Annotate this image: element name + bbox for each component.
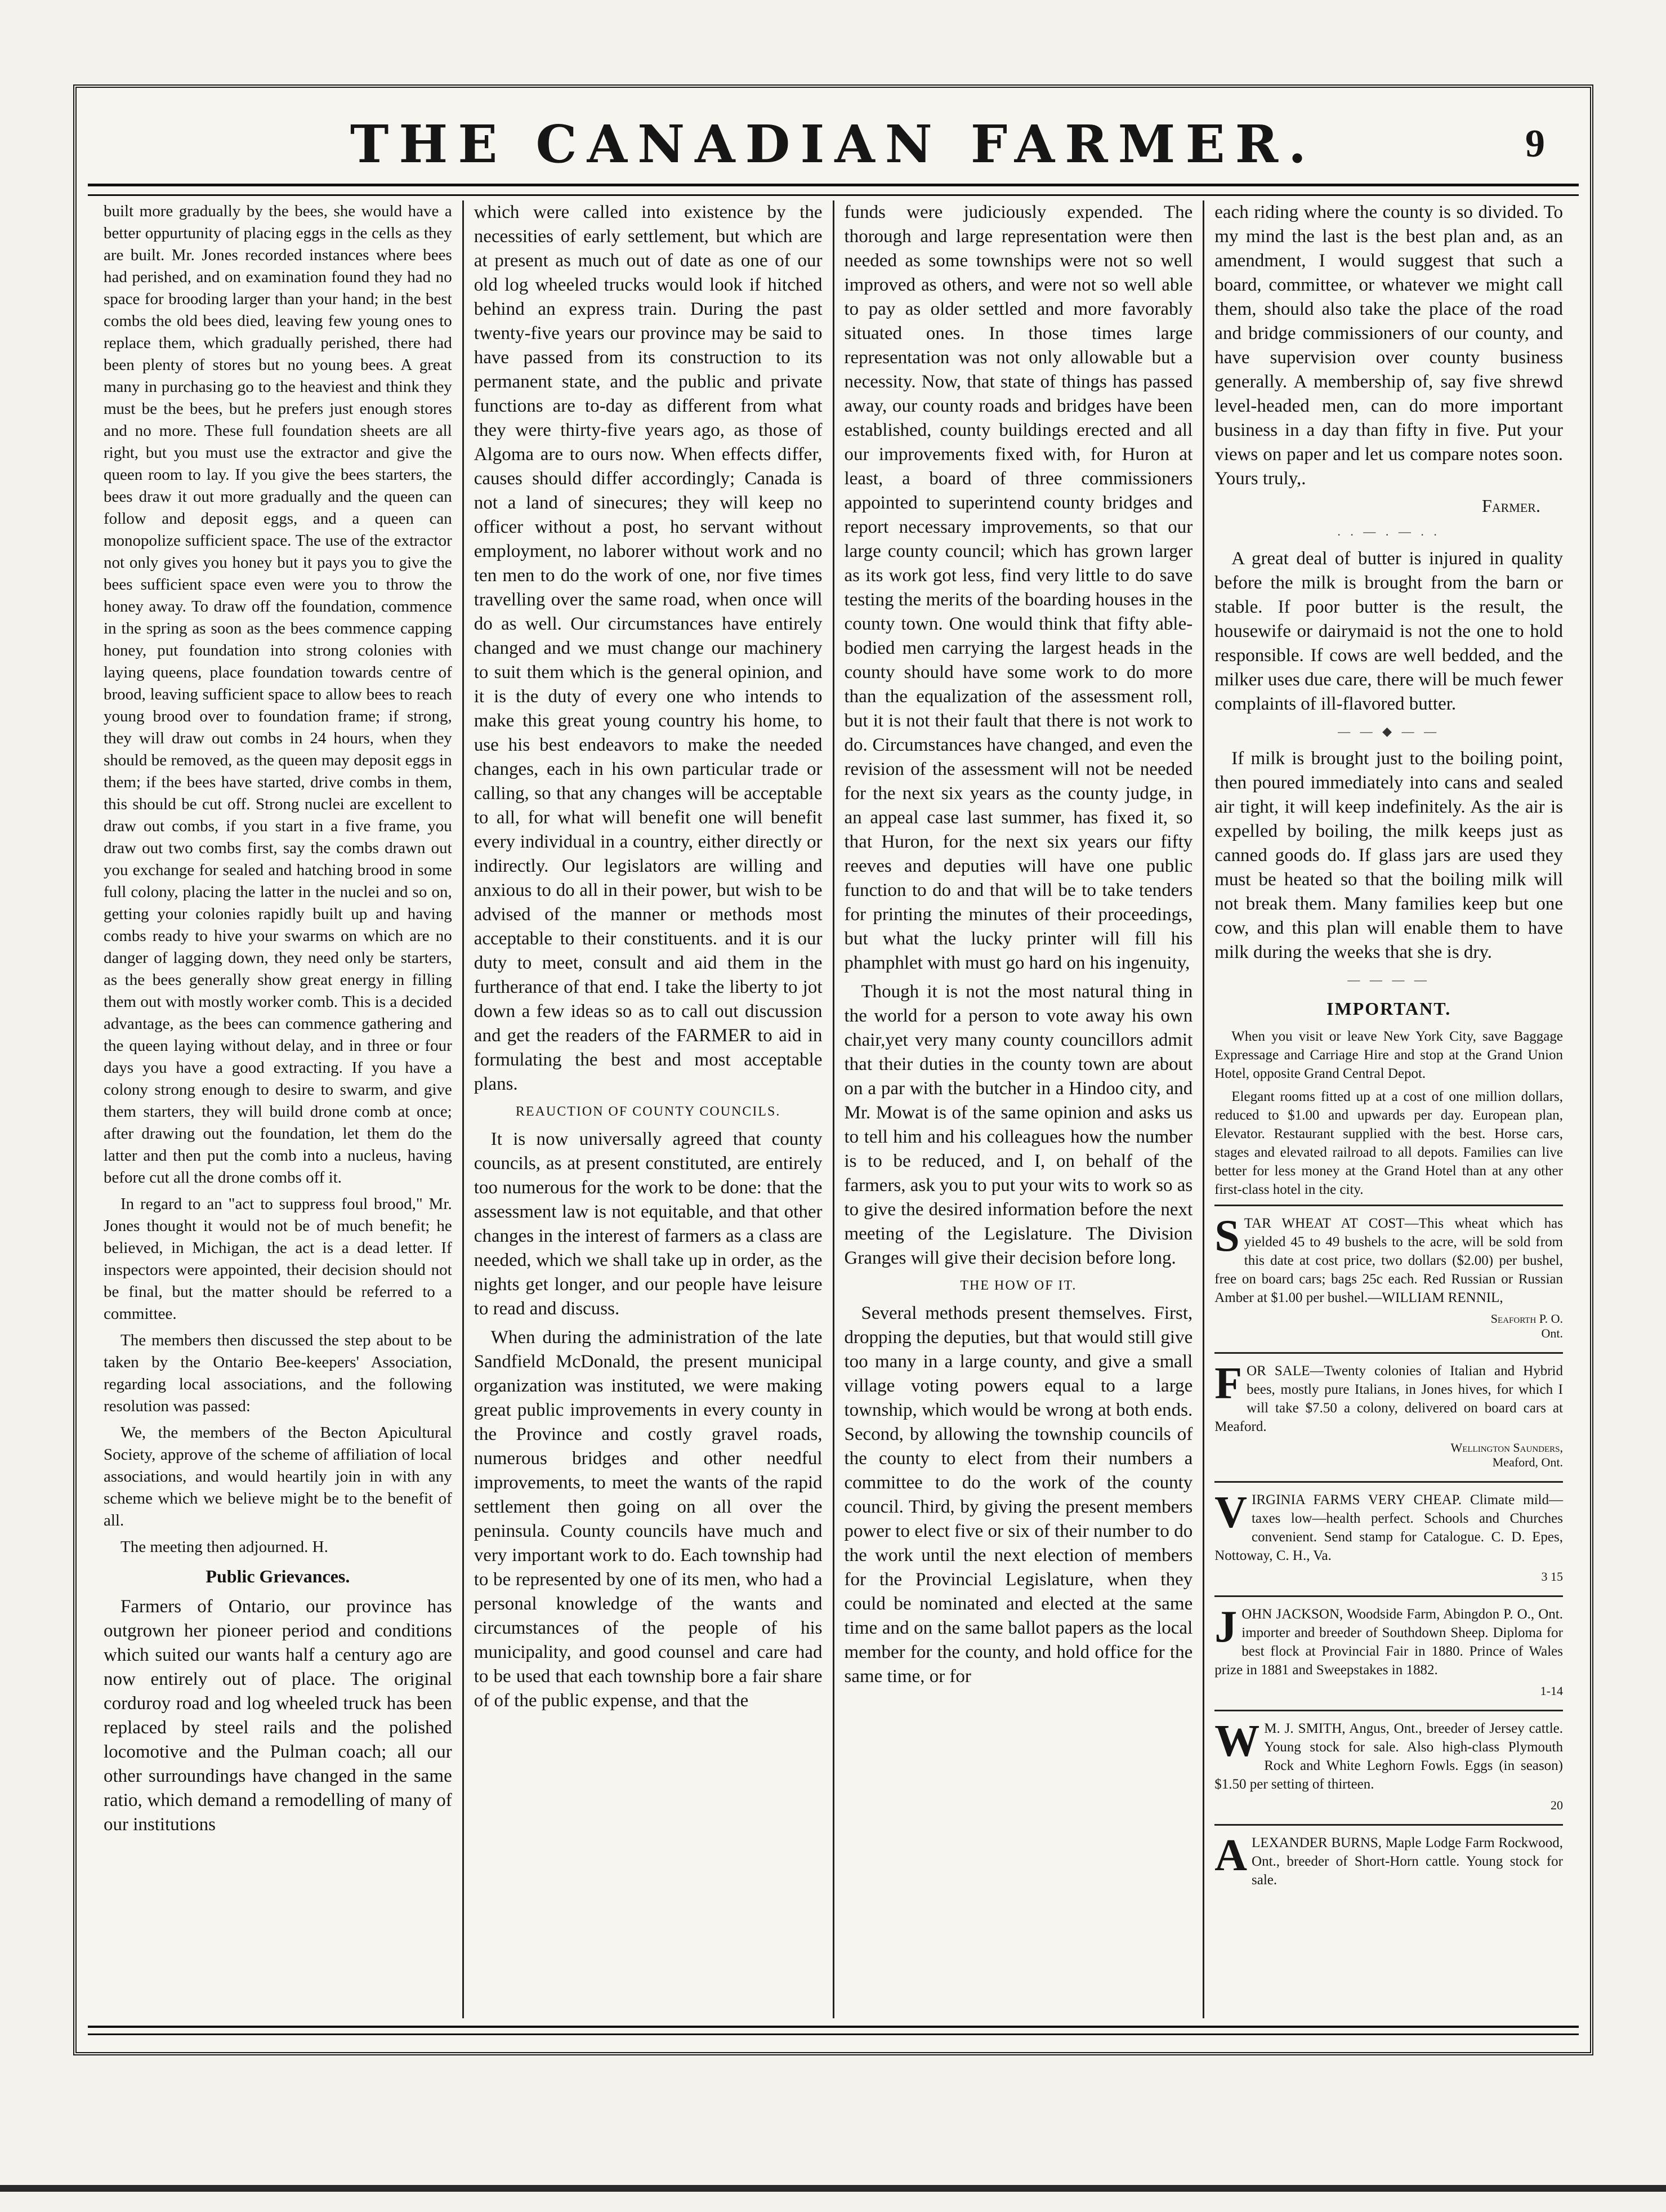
column-2 xyxy=(464,200,834,2018)
classified-ad xyxy=(1214,1710,1563,1818)
paragraph: We, the members of the Becton Apicultural Society, approve of the scheme of affiliation of local associations, and would heartily join in with any scheme which we believe might be to the benefit of all. xyxy=(104,1424,452,1529)
classified-ad xyxy=(1214,1595,1563,1704)
ad-paragraph: When you visit or leave New York City, save Baggage Expressage and Carriage Hire and stop at the Grand Union Hotel, opposite Grand Central Depot. xyxy=(1214,1029,1563,1081)
section-heading: Public Grievances. xyxy=(206,1566,350,1586)
ad-signature: 20 xyxy=(1551,1798,1563,1812)
ad-location: Meaford, Ont. xyxy=(1492,1455,1563,1469)
subheading: REAUCTION OF COUNTY COUNCILS. xyxy=(515,1104,781,1119)
paragraph: It is now universally agreed that county councils, as at present constituted, are entirely too numerous for the work to be done: that the assessment law is not equitable, and that other changes in the interest of farmers as a class are needed, which we shall take up in order, as the nights get longer, and our people have leisure to read and discuss. xyxy=(474,1129,823,1319)
signature: Farmer. xyxy=(1481,496,1540,516)
ad-text: IRGINIA FARMS VERY CHEAP. Climate mild—taxes low—health perfect. Schools and Churches convenient. Send stamp for Catalogue. C. D. Epes, Nottoway, C. H., Va. xyxy=(1214,1492,1563,1563)
ad-signature: Seaforth P. O. xyxy=(1490,1312,1563,1326)
ad-signature: 1-14 xyxy=(1540,1684,1563,1698)
header-rule xyxy=(88,184,1579,196)
ad-text: TAR WHEAT AT COST—This wheat which has yielded 45 to 49 bushels to the acre, will be sold from this date at cost price, two dollars ($2.00) per bushel, free on board cars; bags 25c each. Red Russian or Russian Amber at $1.00 per bushel.—WILLIAM RENNIL, xyxy=(1214,1216,1563,1305)
paragraph: Though it is not the most natural thing in the world for a person to vote away his own chair,yet very many county councillors admit that their duties in the county town are about on a par with the butcher in a Hindoo city, and Mr. Mowat is of the same opinion and asks us to tell him and his colleagues how the number is to be reduced, and I, on behalf of the farmers, ask you to put your wits to work so as to give the desired information before the next meeting of the Legislature. The Division Granges will give their decision before long. xyxy=(844,982,1193,1268)
important-title: IMPORTANT. xyxy=(1326,998,1451,1019)
paragraph: built more gradually by the bees, she would have a better oppurtunity of placing eggs in the cells as they are built. Mr. Jones recorded instances where bees had perished, and on examination found they had no space for brooding larger than your hand; in the best combs the old bees died, leaving few young ones to replace them, which gradually perished, there had been plenty of stores but no young bees. A great many in purchasing go to the heaviest and think they must be the bees, but he prefers just enough stores and no more. These full foundation sheets are all right, but you must use the extractor and give the queen room to lay. If you give the bees starters, the bees draw it out more gradually and the queen can follow and deposit eggs, and a queen can monopolize sufficient space. The use of the extractor not only gives you honey but it pays you to give the bees sufficient space even were you to throw the honey away. To draw off the foundation, commence in the spring as soon as the bees commence capping honey, put foundation into strong colonies with laying queens, place foundation towards centre of brood, leaving sufficient space to allow bees to reach young brood over to foundation frame; if strong, they will draw out combs in 24 hours, when they should be removed, as the queen may deposit eggs in them; if the bees have started, drive combs in them, this should be cut off. Strong nuclei are excellent to draw out combs, if you start in a five frame, you draw out two combs first, say the combs drawn out you exchange for sealed and hatching brood in some full colony, placing the latter in the nuclei and so on, getting your colonies rapidly built up and having combs ready to hive your swarms on which are no danger of lagging down, they need only be starters, as the bees generally show great energy in filling them out with mostly worker comb. This is a decided advantage, as the bees can commence gathering and the queen laying without delay, and in three or four days you have a good extracting. If you have a colony strong enough to desire to swarm, and give them starters, they will build drone comb at once; after drawing out the foundation, let them do the latter and then put the comb into a nucleus, having before cut all the drone combs off it. xyxy=(104,202,452,1187)
paragraph: In regard to an "act to suppress foul brood," Mr. Jones thought it would not be of much benefit; he believed, in Michigan, the act is a dead letter. If inspectors were appointed, their decision should not be final, but the matter should be referred to a committee. xyxy=(104,1195,452,1323)
paragraph: Several methods present themselves. First, dropping the deputies, but that would still give too many in a large county, and give a small village voting powers equal to a large township, which would be wrong at both ends. Second, by allowing the township councils of the county to elect from their numbers a committee to do the work of the county council. Third, by giving the present members power to elect five or six of their number to do the work until the next election of members for the Provincial Legislature, when they could be nominated and elected at the same time and on the same ballot papers as the local member for the county, and hold office for the same time, or for xyxy=(844,1303,1193,1687)
classified-ad xyxy=(1214,1481,1563,1590)
masthead-title: THE CANADIAN FARMER. xyxy=(350,114,1317,175)
footer-rule xyxy=(88,2026,1579,2035)
ad-signature: 3 15 xyxy=(1541,1569,1563,1584)
classified-ad xyxy=(1214,1352,1563,1475)
ad-signature: Wellington Saunders, xyxy=(1450,1441,1563,1455)
ad-initial: S xyxy=(1214,1211,1240,1261)
paragraph: The meeting then adjourned. H. xyxy=(120,1538,328,1556)
paragraph: A great deal of butter is injured in quality before the milk is brought from the barn or stable. If poor butter is the result, the housewife or dairymaid is not the one to hold responsible. If cows are well bedded, and the milker uses due care, there will be much fewer complaints of ill-flavored butter. xyxy=(1214,548,1563,714)
classified-ad xyxy=(1214,1824,1563,1899)
ad-initial: W xyxy=(1214,1716,1260,1766)
paragraph: funds were judiciously expended. The thorough and large representation were then needed as some townships were not so well improved as others, and were not so well able to pay as older settled and more favorably situated ones. In those times large representation was not only allowable but a necessity. Now, that state of things has passed away, our county roads and bridges have been established, county buildings erected and all our improvements fixed with, for Huron at least, a board of three commissioners appointed to superintend county bridges and report necessary improvements, so that our large county council; which has grown larger as its work got less, find very little to do save testing the merits of the boarding houses in the county town. One would think that fifty able-bodied men carrying the largest heads in the county should have some work to do more than the equalization of the assessment roll, but it is not their fault that there is not work to do. Circumstances have changed, and even the revision of the assessment will not be needed for the next six years as the county judge, in an appeal case last summer, has fixed it, so that Huron, for the next six years our fifty reeves and deputies will have one public function to do and that will be to take tenders for printing the minutes of their proceedings, but what the lucky printer will fill his phamphlet with must go hard on his ingenuity, xyxy=(844,202,1193,973)
column-4 xyxy=(1204,200,1573,2018)
column-3 xyxy=(834,200,1205,2018)
paragraph: If milk is brought just to the boiling point, then poured immediately into cans and sealed air tight, it will keep indefinitely. As the air is expelled by boiling, the milk keeps just as canned goods do. If glass jars are used they must be heated so that the boiling milk will not break them. Many families keep but one cow, and this plan will enable them to have milk during the weeks that she is dry. xyxy=(1214,748,1563,962)
ad-text: M. J. SMITH, Angus, Ont., breeder of Jersey cattle. Young stock for sale. Also high-class Plymouth Rock and White Leghorn Fowls. Eggs (in season) $1.50 per setting of thirteen. xyxy=(1214,1721,1563,1792)
ad-initial: F xyxy=(1214,1359,1243,1408)
paragraph: Farmers of Ontario, our province has outgrown her pioneer period and conditions which suited our wants half a century ago are now entirely out of place. The original corduroy road and log wheeled truck has been replaced by steel rails and the polished locomotive and the Pulman coach; all our other surroundings have changed in the same ratio, which demand a remodelling of many of our institutions xyxy=(104,1596,452,1835)
page-number: 9 xyxy=(1525,122,1545,166)
paragraph: which were called into existence by the necessities of early settlement, but which are at present as much out of date as one of our old log wheeled trucks would look if hitched behind an express train. During the past twenty-five years our province may be said to have passed from its construction to its permanent state, and the public and private functions are to-day as different from what they were thirty-five years ago, as those of Algoma are to ours now. When effects differ, causes should differ accordingly; Canada is not a land of sinecures; they will keep no officer without a post, ho servant without employment, no laborer without work and no ten men to do the work of one, nor five times travelling over the same road, when once will do as well. Our circumstances have entirely changed and we must change our machinery to suit them which is the general opinion, and it is the duty of every one who intends to make this great young country his home, to use his best endeavors to make the needed changes, each in his own particular trade or calling, so that any changes will be acceptable to all, for what will benefit one will benefit every individual in a country, either directly or indirectly. Our legislators are willing and anxious to do all in their power, but wish to be advised of the manner or methods most acceptable to their constituents. and it is our duty to meet, consult and aid them in the furtherance of that end. I take the liberty to jot down a few ideas so as to call out discussion and get the readers of the FARMER to aid in formulating the best and most acceptable plans. xyxy=(474,202,823,1094)
ad-initial: V xyxy=(1214,1488,1248,1537)
column-1 xyxy=(93,200,464,2018)
paragraph: The members then discussed the step about to be taken by the Ontario Bee-keepers' Association, regarding local associations, and the following resolution was passed: xyxy=(104,1331,452,1415)
ad-initial: J xyxy=(1214,1602,1238,1652)
classified-ad xyxy=(1214,1205,1563,1346)
newspaper-page xyxy=(73,84,1593,2055)
separator: — — — — xyxy=(1347,973,1430,987)
ad-paragraph: Elegant rooms fitted up at a cost of one million dollars, reduced to $1.00 and upwards per day. European plan, Elevator. Restaurant supplied with the best. Horse cars, stages and elevated railroad to all depots. Families can live better for less money at the Grand Hotel than at any other first-class hotel in the city. xyxy=(1214,1089,1563,1197)
ad-text: OHN JACKSON, Woodside Farm, Abingdon P. O., Ont. importer and breeder of Southdown Sheep. Diploma for best flock at Provincial Fair in 1880. Prince of Wales prize in 1881 and Sweepstakes in 1882. xyxy=(1214,1607,1563,1678)
columns xyxy=(93,200,1573,2018)
ad-text: LEXANDER BURNS, Maple Lodge Farm Rockwood, Ont., breeder of Short-Horn cattle. Young stock for sale. xyxy=(1252,1835,1563,1888)
separator: — — ◆ — — xyxy=(1338,724,1440,738)
scan-artifact xyxy=(0,2185,1666,2192)
paragraph: each riding where the county is so divided. To my mind the last is the best plan and, as an amendment, I would suggest that such a board, committee, or whatever we might call them, should also take the place of the road and bridge commissioners of our county, and have supervision over county business generally. A membership of, say five shrewd level-headed men, can do more important business in a day than fifty in five. Put your views on paper and let us compare notes soon. Yours truly,. xyxy=(1214,202,1563,489)
masthead xyxy=(77,110,1590,178)
separator: . . — . — . . xyxy=(1337,524,1440,538)
ad-initial: A xyxy=(1214,1831,1248,1880)
ad-text: OR SALE—Twenty colonies of Italian and Hybrid bees, mostly pure Italians, in Jones hives, for which I will take $7.50 a colony, delivered on board cars at Meaford. xyxy=(1214,1363,1563,1434)
subheading: THE HOW OF IT. xyxy=(960,1278,1077,1293)
ad-location: Ont. xyxy=(1541,1326,1563,1340)
paragraph: When during the administration of the late Sandfield McDonald, the present municipal organization was instituted, we were making great public improvements in every county in the Province and costly gravel roads, numerous bridges and other needful improvements, to meet the wants of the rapid settlement then going on all over the peninsula. County councils have much and very important work to do. Each township had to be represented by one of its men, who had a personal knowledge of the wants and circumstances of the people of his municipality, and good counsel and care had to be used that each township bore a fair share of of the public expense, and that the xyxy=(474,1327,823,1711)
